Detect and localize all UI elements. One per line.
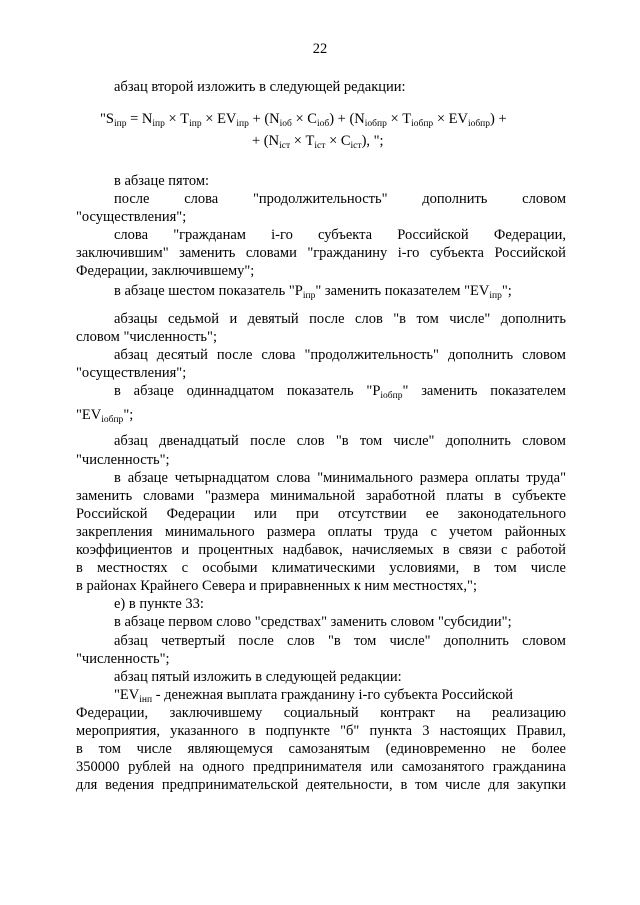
word: местностях: [96, 560, 168, 576]
word: ее: [425, 506, 439, 522]
word: труда": [526, 470, 566, 486]
word: в: [248, 723, 256, 739]
formula-line-1: "$S_{iпр} = N_{iпр} \times T_{iпр} \times EV_{iпр} + (N_{iоб} \times C_{iоб}) + (N_{iобпр} \times T_{iобпр} \times EV_{iобпр})$ +: [100, 111, 507, 129]
word: оплаты: [475, 470, 520, 486]
word: "гражданам: [173, 227, 246, 243]
word: абзаце: [133, 383, 174, 399]
word: i-го: [271, 227, 293, 243]
text-sub: iобпр: [101, 415, 124, 425]
word: субъекте: [512, 488, 566, 504]
word: числе: [530, 560, 566, 576]
word: дополнить: [445, 433, 511, 449]
word: том: [415, 777, 438, 793]
word: условиями,: [389, 560, 460, 576]
text-line: в абзаце пятом:: [114, 173, 210, 189]
word: и: [229, 311, 238, 327]
word: субъекта: [318, 227, 373, 243]
text-line: [76, 523, 566, 541]
word: дополнить: [443, 633, 509, 649]
word: размера: [266, 524, 316, 540]
word: том: [353, 633, 377, 649]
word: предпринимательской: [161, 777, 299, 793]
text-line: [114, 346, 566, 364]
word: минимального: [164, 524, 255, 540]
word: субъекта: [429, 245, 484, 261]
word: самозанятого: [401, 759, 485, 775]
word: словом: [522, 347, 566, 363]
word: для: [76, 777, 98, 793]
word: двенадцатый: [159, 433, 239, 449]
word: самозанятым: [288, 741, 370, 757]
word: "гражданину: [307, 245, 388, 261]
text-line: [114, 310, 566, 328]
word: том: [359, 433, 383, 449]
text-line: [76, 776, 566, 794]
word: том: [494, 560, 517, 576]
text-line: [76, 244, 566, 262]
text-line: [76, 505, 566, 523]
word: "продолжительность": [253, 191, 388, 207]
word: одиннадцатом: [186, 383, 275, 399]
word: четвертый: [160, 633, 226, 649]
word: показателем: [490, 383, 566, 399]
word: в: [76, 741, 83, 757]
text-post: - денежная выплата гражданину i-го субъекта Российской: [152, 687, 513, 703]
word: слов: [355, 311, 383, 327]
word: с: [501, 542, 508, 558]
word: слова: [184, 191, 219, 207]
text-line: [76, 541, 566, 559]
word: "минимального: [317, 470, 413, 486]
word: закупки: [517, 777, 566, 793]
word: при: [296, 506, 319, 522]
word: коэффициентов: [76, 542, 173, 558]
word: для: [488, 777, 510, 793]
word: платы: [446, 488, 484, 504]
paragraph-fifth-start: [114, 686, 513, 709]
text-mid: " заменить показателем "EV: [315, 283, 490, 299]
word: словом: [522, 191, 566, 207]
text-line: [76, 740, 566, 758]
text-sub: iобпр: [380, 391, 403, 401]
word: законодательного: [457, 506, 566, 522]
word: заменить: [76, 488, 133, 504]
word: настоящих: [439, 723, 507, 739]
word: "продолжительность": [304, 347, 439, 363]
word: Правил,: [516, 723, 566, 739]
word: числе: [445, 777, 481, 793]
word: заключившему: [169, 705, 263, 721]
word: более: [531, 741, 566, 757]
text-pre: "EV: [76, 407, 102, 423]
text-post: ";: [123, 407, 134, 423]
text-line: "осуществления";: [76, 209, 187, 225]
text-line: [114, 190, 566, 208]
word: климатическими: [271, 560, 376, 576]
word: четырнадцатом: [174, 470, 270, 486]
word: в: [114, 470, 121, 486]
word: слова: [276, 470, 311, 486]
text-line: "численность";: [76, 452, 170, 468]
word: десятый: [156, 347, 208, 363]
text-line: "осуществления";: [76, 365, 187, 381]
word: том: [416, 311, 439, 327]
word: после: [114, 191, 150, 207]
paragraph-eleventh-end: [76, 406, 133, 429]
word: заменить: [179, 245, 236, 261]
word: "в: [328, 633, 341, 649]
word: Российской: [76, 506, 148, 522]
word: после: [250, 433, 286, 449]
text-pre: в абзаце шестом показатель "P: [114, 283, 303, 299]
word: словом: [522, 633, 566, 649]
word: размера: [419, 470, 469, 486]
word: слова: [114, 227, 149, 243]
word: дополнить: [500, 311, 566, 327]
text-line: [76, 722, 566, 740]
word: не: [501, 741, 516, 757]
word: контракт: [380, 705, 435, 721]
text-sub: iпр: [489, 291, 502, 301]
word: числе": [449, 311, 491, 327]
paragraph-sixth-indicator: [114, 282, 512, 305]
word: работой: [516, 542, 566, 558]
text-line: [114, 432, 566, 450]
word: Российской: [494, 245, 566, 261]
word: на: [456, 705, 471, 721]
text-line: абзац пятый изложить в следующей редакции:: [114, 669, 402, 685]
word: труда: [384, 524, 419, 540]
text-pre: "EV: [114, 687, 140, 703]
word: дополнить: [422, 191, 488, 207]
word: после: [309, 311, 345, 327]
word: оплаты: [327, 524, 373, 540]
word: числе": [393, 433, 435, 449]
word: социальный: [283, 705, 359, 721]
word: с: [181, 560, 189, 576]
word: абзац: [114, 347, 148, 363]
text-line: в абзаце первом слово "средствах" заменить словом "субсидии";: [114, 614, 512, 630]
word: Федерации: [166, 506, 236, 522]
word: дополнить: [447, 347, 514, 363]
word: "в: [393, 311, 407, 327]
word: и: [181, 542, 190, 558]
word: 350000: [76, 759, 120, 775]
word: процентных: [198, 542, 274, 558]
word: числе": [389, 633, 431, 649]
text-sub: iпр: [302, 291, 316, 301]
text-line: словом "численность";: [76, 329, 217, 345]
word: Российской: [397, 227, 469, 243]
word: Федерации,: [493, 227, 566, 243]
word: 3: [422, 723, 430, 739]
word: учетом: [449, 524, 493, 540]
word: или: [254, 506, 277, 522]
word: "размера: [205, 488, 260, 504]
text-post: ";: [501, 283, 512, 299]
word: словами: [143, 488, 195, 504]
word: ведения: [105, 777, 155, 793]
word: одного: [202, 759, 245, 775]
word: седьмой: [167, 311, 219, 327]
word: рублей: [128, 759, 171, 775]
word: "б": [340, 723, 360, 739]
word: деятельности,: [306, 777, 393, 793]
word: в: [494, 488, 502, 504]
text-sub: iнп: [139, 695, 153, 705]
word: слов: [287, 633, 315, 649]
word: начисляемых: [351, 542, 434, 558]
word: указанного: [170, 723, 239, 739]
text-line: [114, 469, 566, 487]
word: пункта: [369, 723, 413, 739]
word: показатель: [286, 383, 354, 399]
word: абзац: [114, 433, 148, 449]
text-line: [76, 559, 566, 577]
formula-line-2: + $(N_{iст} \times T_{iст} \times C_{iст})$, ";: [252, 133, 384, 151]
word: в: [400, 777, 408, 793]
word: районных: [504, 524, 566, 540]
word: после: [216, 347, 253, 363]
word: минимальной: [270, 488, 356, 504]
text-line: абзац второй изложить в следующей редакции:: [114, 79, 406, 95]
text-line: [76, 487, 566, 505]
word: абзац: [114, 633, 148, 649]
word: слов: [296, 433, 325, 449]
word: девятый: [247, 311, 299, 327]
word: отсутствии: [337, 506, 407, 522]
word: мероприятия,: [76, 723, 160, 739]
word: заработной: [365, 488, 436, 504]
word: реализацию: [492, 705, 566, 721]
word: в: [114, 383, 121, 399]
word: на: [179, 759, 194, 775]
text-line: [114, 632, 566, 650]
word: абзаце: [127, 470, 168, 486]
word: надбавок,: [282, 542, 343, 558]
paragraph-eleventh-indicator: [114, 382, 566, 405]
word: Федерации,: [76, 705, 149, 721]
word: словом: [522, 433, 566, 449]
word: (единовременно: [385, 741, 486, 757]
word: "в: [335, 433, 349, 449]
page-number: 22: [312, 41, 328, 57]
text-line: в районах Крайнего Севера и приравненных к ним местностях,";: [76, 578, 478, 594]
text-line: [114, 226, 566, 244]
text-line: е) в пункте 33:: [114, 596, 204, 612]
word: слова: [261, 347, 296, 363]
word: словами: [245, 245, 297, 261]
word: в: [442, 542, 450, 558]
word: "$P_{iобпр}$": [366, 383, 409, 401]
word: связи: [458, 542, 492, 558]
text-line: [76, 758, 566, 776]
text-line: Федерации, заключившему";: [76, 263, 255, 279]
word: заключившим": [76, 245, 169, 261]
word: являющемуся: [187, 741, 273, 757]
text-line: "численность";: [76, 651, 170, 667]
word: заменить: [421, 383, 478, 399]
word: в: [473, 560, 481, 576]
word: особыми: [202, 560, 258, 576]
word: числе: [136, 741, 172, 757]
word: гражданина: [492, 759, 566, 775]
word: в: [76, 560, 83, 576]
word: том: [98, 741, 121, 757]
word: предпринимателя: [252, 759, 362, 775]
word: i-го: [397, 245, 420, 261]
word: после: [238, 633, 274, 649]
word: или: [370, 759, 394, 775]
word: закрепления: [76, 524, 153, 540]
word: абзацы: [114, 311, 158, 327]
word: с: [430, 524, 437, 540]
word: подпункте: [265, 723, 330, 739]
